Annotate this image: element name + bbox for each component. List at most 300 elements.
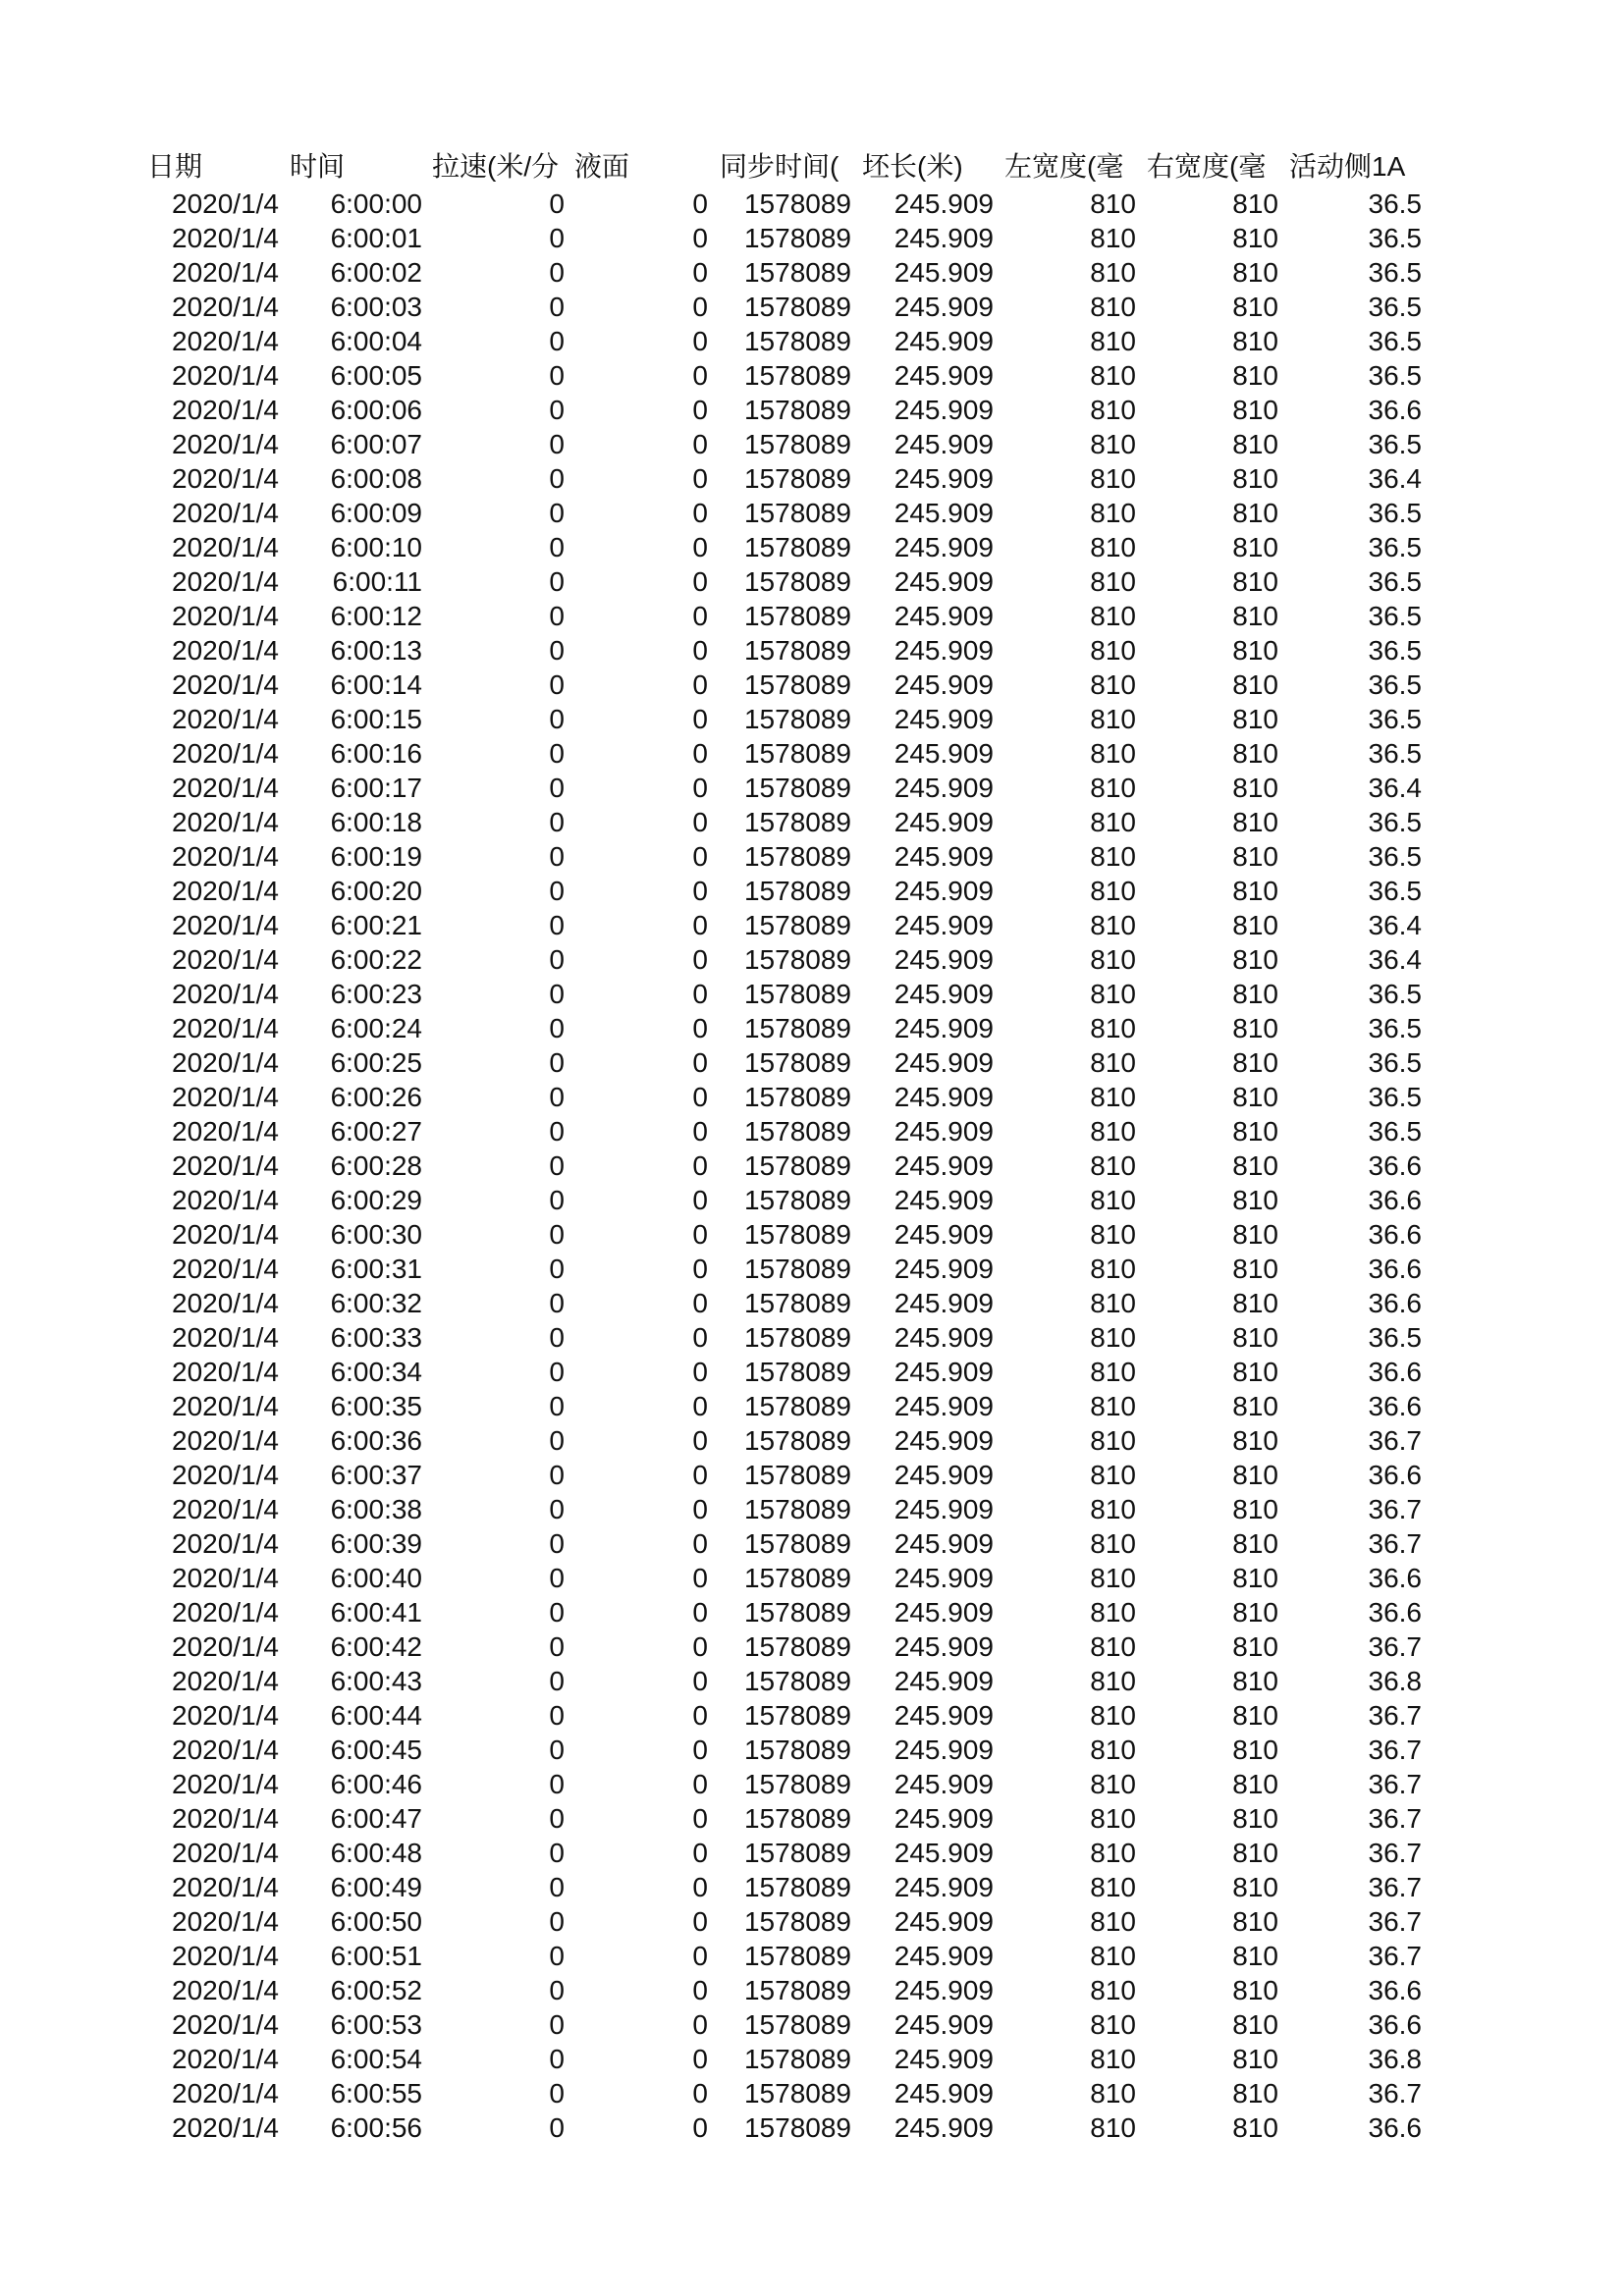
- cell-date: 2020/1/4: [172, 1597, 279, 1628]
- cell-casting-speed: 0: [549, 1597, 565, 1628]
- cell-left-width: 810: [1090, 360, 1136, 391]
- cell-active-side-1a: 36.5: [1368, 738, 1422, 769]
- table-row: [0, 393, 1624, 427]
- cell-liquid-level: 0: [692, 1082, 708, 1112]
- cell-liquid-level: 0: [692, 1494, 708, 1524]
- cell-casting-speed: 0: [549, 1700, 565, 1731]
- cell-right-width: 810: [1232, 910, 1278, 940]
- cell-time: 6:00:26: [330, 1082, 422, 1112]
- cell-right-width: 810: [1232, 1803, 1278, 1834]
- cell-date: 2020/1/4: [172, 326, 279, 356]
- cell-sync-time: 1578089: [743, 704, 851, 734]
- cell-active-side-1a: 36.5: [1368, 292, 1422, 322]
- cell-date: 2020/1/4: [172, 807, 279, 837]
- cell-slab-length: 245.909: [893, 1872, 994, 1902]
- cell-liquid-level: 0: [692, 1803, 708, 1834]
- cell-date: 2020/1/4: [172, 292, 279, 322]
- header-casting-speed: 拉速(米/分: [432, 151, 560, 182]
- cell-slab-length: 245.909: [893, 429, 994, 459]
- cell-right-width: 810: [1232, 1357, 1278, 1387]
- cell-right-width: 810: [1232, 1631, 1278, 1662]
- cell-casting-speed: 0: [549, 910, 565, 940]
- cell-left-width: 810: [1090, 326, 1136, 356]
- cell-right-width: 810: [1232, 1941, 1278, 1971]
- cell-slab-length: 245.909: [893, 1219, 994, 1250]
- table-row: [0, 2076, 1624, 2110]
- cell-date: 2020/1/4: [172, 2009, 279, 2040]
- cell-casting-speed: 0: [549, 773, 565, 803]
- cell-right-width: 810: [1232, 2078, 1278, 2109]
- cell-slab-length: 245.909: [893, 635, 994, 666]
- cell-liquid-level: 0: [692, 841, 708, 872]
- cell-casting-speed: 0: [549, 1631, 565, 1662]
- cell-liquid-level: 0: [692, 566, 708, 597]
- cell-right-width: 810: [1232, 2009, 1278, 2040]
- cell-right-width: 810: [1232, 395, 1278, 425]
- cell-time: 6:00:54: [330, 2044, 422, 2074]
- cell-sync-time: 1578089: [743, 532, 851, 562]
- cell-liquid-level: 0: [692, 1631, 708, 1662]
- cell-liquid-level: 0: [692, 944, 708, 975]
- cell-time: 6:00:47: [330, 1803, 422, 1834]
- cell-active-side-1a: 36.5: [1368, 704, 1422, 734]
- cell-sync-time: 1578089: [743, 292, 851, 322]
- cell-casting-speed: 0: [549, 979, 565, 1009]
- cell-right-width: 810: [1232, 979, 1278, 1009]
- cell-casting-speed: 0: [549, 532, 565, 562]
- cell-liquid-level: 0: [692, 1391, 708, 1421]
- cell-right-width: 810: [1232, 1494, 1278, 1524]
- cell-casting-speed: 0: [549, 1975, 565, 2005]
- cell-casting-speed: 0: [549, 704, 565, 734]
- cell-right-width: 810: [1232, 1872, 1278, 1902]
- cell-left-width: 810: [1090, 1838, 1136, 1868]
- cell-casting-speed: 0: [549, 841, 565, 872]
- cell-active-side-1a: 36.7: [1368, 1631, 1422, 1662]
- cell-active-side-1a: 36.6: [1368, 2009, 1422, 2040]
- table-row: [0, 187, 1624, 221]
- table-row: [0, 290, 1624, 324]
- cell-slab-length: 245.909: [893, 1425, 994, 1456]
- cell-liquid-level: 0: [692, 1872, 708, 1902]
- cell-active-side-1a: 36.6: [1368, 1563, 1422, 1593]
- table-row: [0, 839, 1624, 874]
- cell-slab-length: 245.909: [893, 1941, 994, 1971]
- table-row: [0, 2110, 1624, 2145]
- cell-liquid-level: 0: [692, 326, 708, 356]
- cell-slab-length: 245.909: [893, 1735, 994, 1765]
- cell-sync-time: 1578089: [743, 188, 851, 219]
- table-row: [0, 1939, 1624, 1973]
- cell-time: 6:00:04: [330, 326, 422, 356]
- cell-date: 2020/1/4: [172, 2078, 279, 2109]
- cell-slab-length: 245.909: [893, 1769, 994, 1799]
- cell-date: 2020/1/4: [172, 223, 279, 253]
- table-row: [0, 805, 1624, 839]
- cell-sync-time: 1578089: [743, 395, 851, 425]
- cell-liquid-level: 0: [692, 1597, 708, 1628]
- cell-time: 6:00:48: [330, 1838, 422, 1868]
- cell-casting-speed: 0: [549, 1666, 565, 1696]
- cell-right-width: 810: [1232, 498, 1278, 528]
- table-row: [0, 771, 1624, 805]
- cell-liquid-level: 0: [692, 979, 708, 1009]
- cell-left-width: 810: [1090, 1700, 1136, 1731]
- cell-left-width: 810: [1090, 807, 1136, 837]
- cell-liquid-level: 0: [692, 2112, 708, 2143]
- cell-slab-length: 245.909: [893, 1288, 994, 1318]
- cell-date: 2020/1/4: [172, 1941, 279, 1971]
- cell-sync-time: 1578089: [743, 944, 851, 975]
- cell-sync-time: 1578089: [743, 669, 851, 700]
- cell-sync-time: 1578089: [743, 1494, 851, 1524]
- cell-date: 2020/1/4: [172, 1906, 279, 1937]
- cell-date: 2020/1/4: [172, 601, 279, 631]
- cell-date: 2020/1/4: [172, 979, 279, 1009]
- cell-date: 2020/1/4: [172, 1254, 279, 1284]
- cell-right-width: 810: [1232, 1150, 1278, 1181]
- cell-date: 2020/1/4: [172, 704, 279, 734]
- cell-time: 6:00:44: [330, 1700, 422, 1731]
- cell-casting-speed: 0: [549, 463, 565, 494]
- cell-liquid-level: 0: [692, 1047, 708, 1078]
- cell-right-width: 810: [1232, 223, 1278, 253]
- cell-sync-time: 1578089: [743, 463, 851, 494]
- cell-right-width: 810: [1232, 807, 1278, 837]
- cell-left-width: 810: [1090, 738, 1136, 769]
- cell-right-width: 810: [1232, 2044, 1278, 2074]
- cell-active-side-1a: 36.5: [1368, 876, 1422, 906]
- table-row: [0, 599, 1624, 633]
- cell-right-width: 810: [1232, 669, 1278, 700]
- cell-date: 2020/1/4: [172, 669, 279, 700]
- cell-active-side-1a: 36.5: [1368, 532, 1422, 562]
- cell-time: 6:00:06: [330, 395, 422, 425]
- cell-liquid-level: 0: [692, 2009, 708, 2040]
- cell-liquid-level: 0: [692, 1288, 708, 1318]
- table-row: [0, 1664, 1624, 1698]
- cell-right-width: 810: [1232, 1322, 1278, 1353]
- cell-active-side-1a: 36.7: [1368, 1769, 1422, 1799]
- cell-sync-time: 1578089: [743, 566, 851, 597]
- table-row: [0, 1252, 1624, 1286]
- cell-casting-speed: 0: [549, 1322, 565, 1353]
- header-slab-length: 坯长(米): [862, 151, 963, 182]
- cell-left-width: 810: [1090, 979, 1136, 1009]
- cell-sync-time: 1578089: [743, 2044, 851, 2074]
- cell-left-width: 810: [1090, 1116, 1136, 1147]
- cell-slab-length: 245.909: [893, 669, 994, 700]
- cell-active-side-1a: 36.5: [1368, 188, 1422, 219]
- cell-liquid-level: 0: [692, 1357, 708, 1387]
- cell-liquid-level: 0: [692, 635, 708, 666]
- table-row: [0, 1698, 1624, 1733]
- table-row: [0, 324, 1624, 358]
- cell-right-width: 810: [1232, 1460, 1278, 1490]
- cell-right-width: 810: [1232, 635, 1278, 666]
- cell-slab-length: 245.909: [893, 1082, 994, 1112]
- cell-left-width: 810: [1090, 1082, 1136, 1112]
- cell-time: 6:00:45: [330, 1735, 422, 1765]
- cell-liquid-level: 0: [692, 1563, 708, 1593]
- cell-sync-time: 1578089: [743, 910, 851, 940]
- header-time: 时间: [290, 151, 346, 182]
- cell-slab-length: 245.909: [893, 360, 994, 391]
- cell-active-side-1a: 36.5: [1368, 360, 1422, 391]
- cell-active-side-1a: 36.7: [1368, 1906, 1422, 1937]
- cell-casting-speed: 0: [549, 1288, 565, 1318]
- cell-liquid-level: 0: [692, 738, 708, 769]
- cell-active-side-1a: 36.5: [1368, 979, 1422, 1009]
- cell-slab-length: 245.909: [893, 910, 994, 940]
- header-right-width: 右宽度(毫: [1147, 151, 1267, 182]
- cell-liquid-level: 0: [692, 1150, 708, 1181]
- cell-left-width: 810: [1090, 1425, 1136, 1456]
- cell-slab-length: 245.909: [893, 2044, 994, 2074]
- cell-casting-speed: 0: [549, 1150, 565, 1181]
- cell-time: 6:00:08: [330, 463, 422, 494]
- cell-date: 2020/1/4: [172, 910, 279, 940]
- cell-left-width: 810: [1090, 395, 1136, 425]
- cell-active-side-1a: 36.7: [1368, 1528, 1422, 1559]
- cell-casting-speed: 0: [549, 1219, 565, 1250]
- cell-liquid-level: 0: [692, 1700, 708, 1731]
- cell-date: 2020/1/4: [172, 1700, 279, 1731]
- cell-left-width: 810: [1090, 2078, 1136, 2109]
- cell-slab-length: 245.909: [893, 1597, 994, 1628]
- cell-time: 6:00:25: [330, 1047, 422, 1078]
- cell-liquid-level: 0: [692, 1528, 708, 1559]
- cell-right-width: 810: [1232, 841, 1278, 872]
- cell-time: 6:00:20: [330, 876, 422, 906]
- cell-sync-time: 1578089: [743, 1116, 851, 1147]
- cell-casting-speed: 0: [549, 1941, 565, 1971]
- cell-liquid-level: 0: [692, 1769, 708, 1799]
- cell-sync-time: 1578089: [743, 1838, 851, 1868]
- cell-slab-length: 245.909: [893, 395, 994, 425]
- header-sync-time: 同步时间(: [720, 151, 839, 182]
- cell-date: 2020/1/4: [172, 1666, 279, 1696]
- cell-liquid-level: 0: [692, 1906, 708, 1937]
- cell-right-width: 810: [1232, 1254, 1278, 1284]
- cell-slab-length: 245.909: [893, 1838, 994, 1868]
- table-row: [0, 530, 1624, 564]
- cell-slab-length: 245.909: [893, 1528, 994, 1559]
- cell-date: 2020/1/4: [172, 1288, 279, 1318]
- cell-active-side-1a: 36.6: [1368, 1460, 1422, 1490]
- cell-left-width: 810: [1090, 669, 1136, 700]
- cell-left-width: 810: [1090, 1219, 1136, 1250]
- cell-active-side-1a: 36.6: [1368, 1357, 1422, 1387]
- cell-time: 6:00:18: [330, 807, 422, 837]
- cell-left-width: 810: [1090, 1975, 1136, 2005]
- cell-slab-length: 245.909: [893, 738, 994, 769]
- cell-slab-length: 245.909: [893, 292, 994, 322]
- cell-sync-time: 1578089: [743, 326, 851, 356]
- cell-left-width: 810: [1090, 1185, 1136, 1215]
- cell-date: 2020/1/4: [172, 944, 279, 975]
- cell-slab-length: 245.909: [893, 1975, 994, 2005]
- cell-time: 6:00:23: [330, 979, 422, 1009]
- cell-time: 6:00:41: [330, 1597, 422, 1628]
- cell-active-side-1a: 36.6: [1368, 1150, 1422, 1181]
- cell-right-width: 810: [1232, 257, 1278, 288]
- cell-right-width: 810: [1232, 566, 1278, 597]
- cell-casting-speed: 0: [549, 944, 565, 975]
- cell-date: 2020/1/4: [172, 1357, 279, 1387]
- cell-slab-length: 245.909: [893, 1150, 994, 1181]
- cell-slab-length: 245.909: [893, 1666, 994, 1696]
- cell-sync-time: 1578089: [743, 1288, 851, 1318]
- cell-slab-length: 245.909: [893, 532, 994, 562]
- cell-liquid-level: 0: [692, 223, 708, 253]
- cell-active-side-1a: 36.7: [1368, 2078, 1422, 2109]
- table-row: [0, 1767, 1624, 1801]
- table-row: [0, 1286, 1624, 1320]
- cell-sync-time: 1578089: [743, 635, 851, 666]
- cell-date: 2020/1/4: [172, 360, 279, 391]
- cell-right-width: 810: [1232, 1013, 1278, 1043]
- table-row: [0, 1561, 1624, 1595]
- cell-active-side-1a: 36.6: [1368, 1185, 1422, 1215]
- cell-right-width: 810: [1232, 326, 1278, 356]
- cell-date: 2020/1/4: [172, 1872, 279, 1902]
- cell-casting-speed: 0: [549, 1254, 565, 1284]
- table-row: [0, 255, 1624, 290]
- cell-time: 6:00:11: [332, 566, 422, 597]
- cell-left-width: 810: [1090, 1563, 1136, 1593]
- cell-slab-length: 245.909: [893, 1254, 994, 1284]
- cell-left-width: 810: [1090, 2009, 1136, 2040]
- table-row: [0, 1320, 1624, 1355]
- cell-slab-length: 245.909: [893, 944, 994, 975]
- cell-time: 6:00:28: [330, 1150, 422, 1181]
- cell-slab-length: 245.909: [893, 1013, 994, 1043]
- cell-left-width: 810: [1090, 1047, 1136, 1078]
- cell-active-side-1a: 36.4: [1368, 910, 1422, 940]
- table-row: [0, 461, 1624, 496]
- cell-date: 2020/1/4: [172, 498, 279, 528]
- cell-time: 6:00:03: [330, 292, 422, 322]
- cell-casting-speed: 0: [549, 635, 565, 666]
- cell-sync-time: 1578089: [743, 1975, 851, 2005]
- cell-casting-speed: 0: [549, 1047, 565, 1078]
- cell-active-side-1a: 36.7: [1368, 1735, 1422, 1765]
- cell-left-width: 810: [1090, 876, 1136, 906]
- cell-liquid-level: 0: [692, 1322, 708, 1353]
- cell-active-side-1a: 36.6: [1368, 2112, 1422, 2143]
- cell-casting-speed: 0: [549, 498, 565, 528]
- cell-slab-length: 245.909: [893, 326, 994, 356]
- cell-left-width: 810: [1090, 635, 1136, 666]
- cell-slab-length: 245.909: [893, 1391, 994, 1421]
- cell-date: 2020/1/4: [172, 1838, 279, 1868]
- cell-casting-speed: 0: [549, 669, 565, 700]
- cell-time: 6:00:32: [330, 1288, 422, 1318]
- table-row: [0, 702, 1624, 736]
- cell-liquid-level: 0: [692, 1013, 708, 1043]
- cell-left-width: 810: [1090, 1735, 1136, 1765]
- cell-time: 6:00:07: [330, 429, 422, 459]
- cell-date: 2020/1/4: [172, 429, 279, 459]
- cell-slab-length: 245.909: [893, 601, 994, 631]
- cell-active-side-1a: 36.5: [1368, 635, 1422, 666]
- cell-time: 6:00:05: [330, 360, 422, 391]
- cell-left-width: 810: [1090, 532, 1136, 562]
- cell-right-width: 810: [1232, 738, 1278, 769]
- cell-active-side-1a: 36.8: [1368, 2044, 1422, 2074]
- cell-left-width: 810: [1090, 1872, 1136, 1902]
- cell-active-side-1a: 36.5: [1368, 841, 1422, 872]
- cell-liquid-level: 0: [692, 1254, 708, 1284]
- cell-left-width: 810: [1090, 1528, 1136, 1559]
- cell-left-width: 810: [1090, 1597, 1136, 1628]
- cell-date: 2020/1/4: [172, 1769, 279, 1799]
- cell-time: 6:00:01: [330, 223, 422, 253]
- cell-time: 6:00:14: [330, 669, 422, 700]
- cell-right-width: 810: [1232, 876, 1278, 906]
- cell-left-width: 810: [1090, 1288, 1136, 1318]
- cell-casting-speed: 0: [549, 429, 565, 459]
- cell-slab-length: 245.909: [893, 1116, 994, 1147]
- cell-active-side-1a: 36.7: [1368, 1838, 1422, 1868]
- cell-active-side-1a: 36.5: [1368, 223, 1422, 253]
- cell-date: 2020/1/4: [172, 1082, 279, 1112]
- cell-sync-time: 1578089: [743, 1906, 851, 1937]
- cell-casting-speed: 0: [549, 1563, 565, 1593]
- cell-right-width: 810: [1232, 360, 1278, 391]
- cell-right-width: 810: [1232, 1838, 1278, 1868]
- cell-left-width: 810: [1090, 841, 1136, 872]
- cell-sync-time: 1578089: [743, 1563, 851, 1593]
- cell-active-side-1a: 36.7: [1368, 1494, 1422, 1524]
- table-row: [0, 667, 1624, 702]
- cell-sync-time: 1578089: [743, 979, 851, 1009]
- cell-time: 6:00:37: [330, 1460, 422, 1490]
- cell-sync-time: 1578089: [743, 1185, 851, 1215]
- header-left-width: 左宽度(毫: [1004, 151, 1124, 182]
- cell-time: 6:00:27: [330, 1116, 422, 1147]
- cell-left-width: 810: [1090, 1666, 1136, 1696]
- cell-casting-speed: 0: [549, 360, 565, 391]
- cell-sync-time: 1578089: [743, 1597, 851, 1628]
- table-row: [0, 1011, 1624, 1045]
- cell-time: 6:00:15: [330, 704, 422, 734]
- cell-right-width: 810: [1232, 1047, 1278, 1078]
- cell-date: 2020/1/4: [172, 395, 279, 425]
- cell-slab-length: 245.909: [893, 773, 994, 803]
- cell-liquid-level: 0: [692, 1460, 708, 1490]
- cell-left-width: 810: [1090, 188, 1136, 219]
- cell-active-side-1a: 36.5: [1368, 326, 1422, 356]
- cell-right-width: 810: [1232, 1219, 1278, 1250]
- table-row: [0, 2007, 1624, 2042]
- cell-right-width: 810: [1232, 1528, 1278, 1559]
- cell-slab-length: 245.909: [893, 1906, 994, 1937]
- cell-liquid-level: 0: [692, 1941, 708, 1971]
- cell-date: 2020/1/4: [172, 532, 279, 562]
- cell-active-side-1a: 36.7: [1368, 1700, 1422, 1731]
- table-row: [0, 1801, 1624, 1836]
- cell-slab-length: 245.909: [893, 1185, 994, 1215]
- cell-casting-speed: 0: [549, 395, 565, 425]
- cell-left-width: 810: [1090, 1013, 1136, 1043]
- cell-active-side-1a: 36.7: [1368, 1425, 1422, 1456]
- cell-casting-speed: 0: [549, 1769, 565, 1799]
- cell-left-width: 810: [1090, 944, 1136, 975]
- cell-active-side-1a: 36.4: [1368, 463, 1422, 494]
- cell-left-width: 810: [1090, 1460, 1136, 1490]
